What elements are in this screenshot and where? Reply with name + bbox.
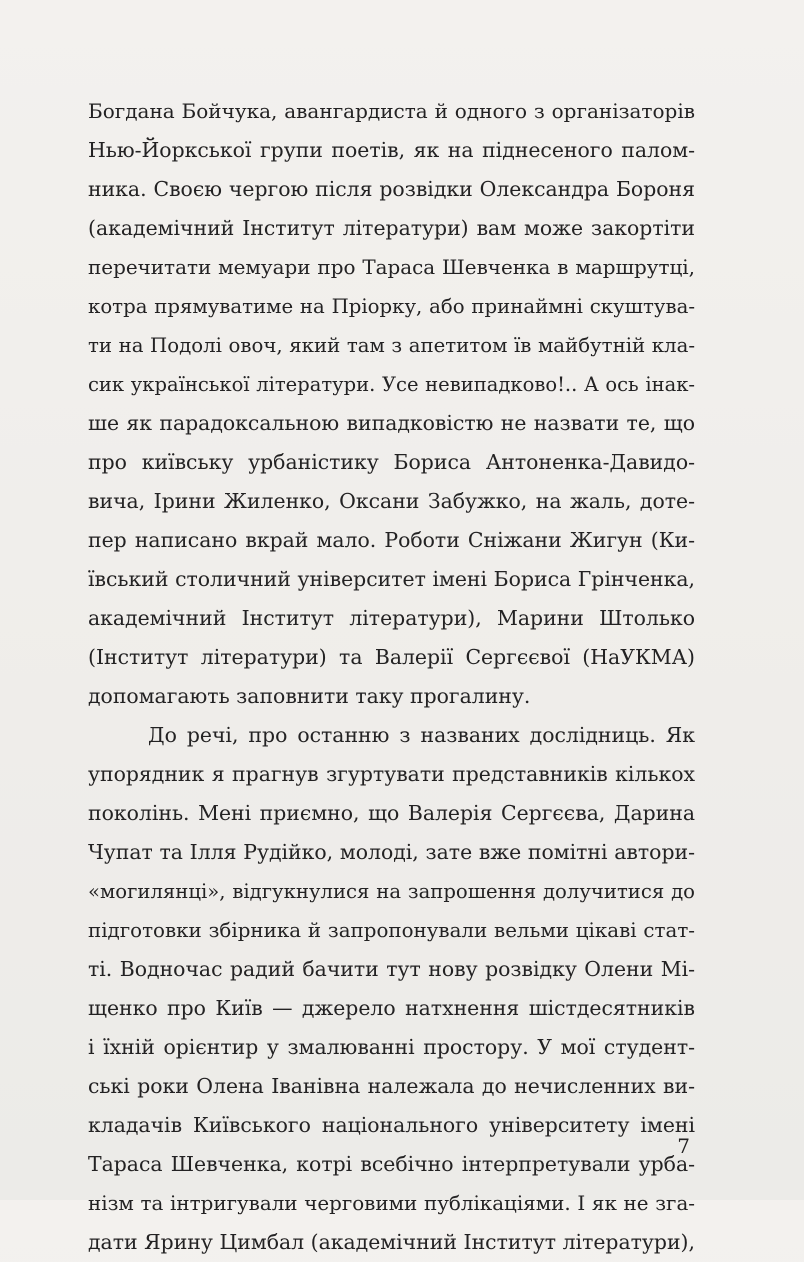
text-line: ські роки Олена Іванівна належала до нечисленних ви-	[88, 1074, 695, 1098]
text-line: і їхній орієнтир у змалюванні простору. У мої студент-	[88, 1035, 695, 1059]
text-line: Богдана Бойчука, авангардиста й одного з організаторів	[88, 99, 695, 123]
text-line: нізм та інтригували черговими публікаціями. І як не зга-	[88, 1192, 695, 1215]
text-line-paragraph-end: допомагають заповнити таку прогалину.	[88, 684, 531, 708]
text-line: ті. Водночас радий бачити тут нову розвідку Олени Мі-	[88, 957, 695, 981]
text-line: ти на Подолі овоч, який там з апетитом їв майбутній кла-	[88, 334, 695, 357]
text-line: сик української літератури. Усе невипадково!.. А ось інак-	[88, 373, 695, 396]
text-line: (Інститут літератури) та Валерії Сергєєвої (НаУКМА)	[88, 645, 695, 669]
text-line: вича, Ірини Жиленко, Оксани Забужко, на жаль, доте-	[88, 489, 695, 513]
text-line: кладачів Київського національного університету імені	[88, 1113, 695, 1137]
text-line: дати Ярину Цимбал (академічний Інститут літератури),	[88, 1230, 695, 1254]
text-line: ше як парадоксальною випадковістю не назвати те, що	[88, 411, 695, 435]
text-line: (академічний Інститут літератури) вам може закортіти	[88, 216, 695, 240]
text-line: про київську урбаністику Бориса Антоненка-Давидо-	[88, 450, 695, 474]
text-line: ївський столичний університет імені Бориса Грінченка,	[88, 567, 695, 591]
text-line: підготовки збірника й запропонували вельми цікаві стат-	[88, 919, 695, 942]
text-line: котра прямуватиме на Пріорку, або принаймні скуштува-	[88, 295, 695, 318]
text-line-paragraph-start: До речі, про останню з названих дослідниць. Як	[148, 723, 695, 747]
text-line: Тараса Шевченка, котрі всебічно інтерпретували урба-	[88, 1152, 695, 1176]
text-line: ника. Своєю чергою після розвідки Олександра Бороня	[88, 177, 695, 201]
text-line: Чупат та Ілля Рудійко, молоді, зате вже помітні автори-	[88, 840, 695, 864]
text-line: поколінь. Мені приємно, що Валерія Сергєєва, Дарина	[88, 801, 695, 825]
text-line: перечитати мемуари про Тараса Шевченка в маршрутці,	[88, 256, 695, 279]
body-text	[88, 92, 695, 1262]
text-line: академічний Інститут літератури), Марини Штолько	[88, 606, 695, 630]
text-line: упорядник я прагнув згуртувати представників кількох	[88, 762, 695, 786]
text-line: «могилянці», відгукнулися на запрошення долучитися до	[88, 880, 695, 903]
text-line: щенко про Київ — джерело натхнення шістдесятників	[88, 996, 695, 1020]
text-line: Нью-Йоркської групи поетів, як на піднесеного палом-	[88, 138, 695, 162]
page-number: 7	[677, 1134, 690, 1158]
text-line: пер написано вкрай мало. Роботи Сніжани Жигун (Ки-	[88, 528, 695, 552]
